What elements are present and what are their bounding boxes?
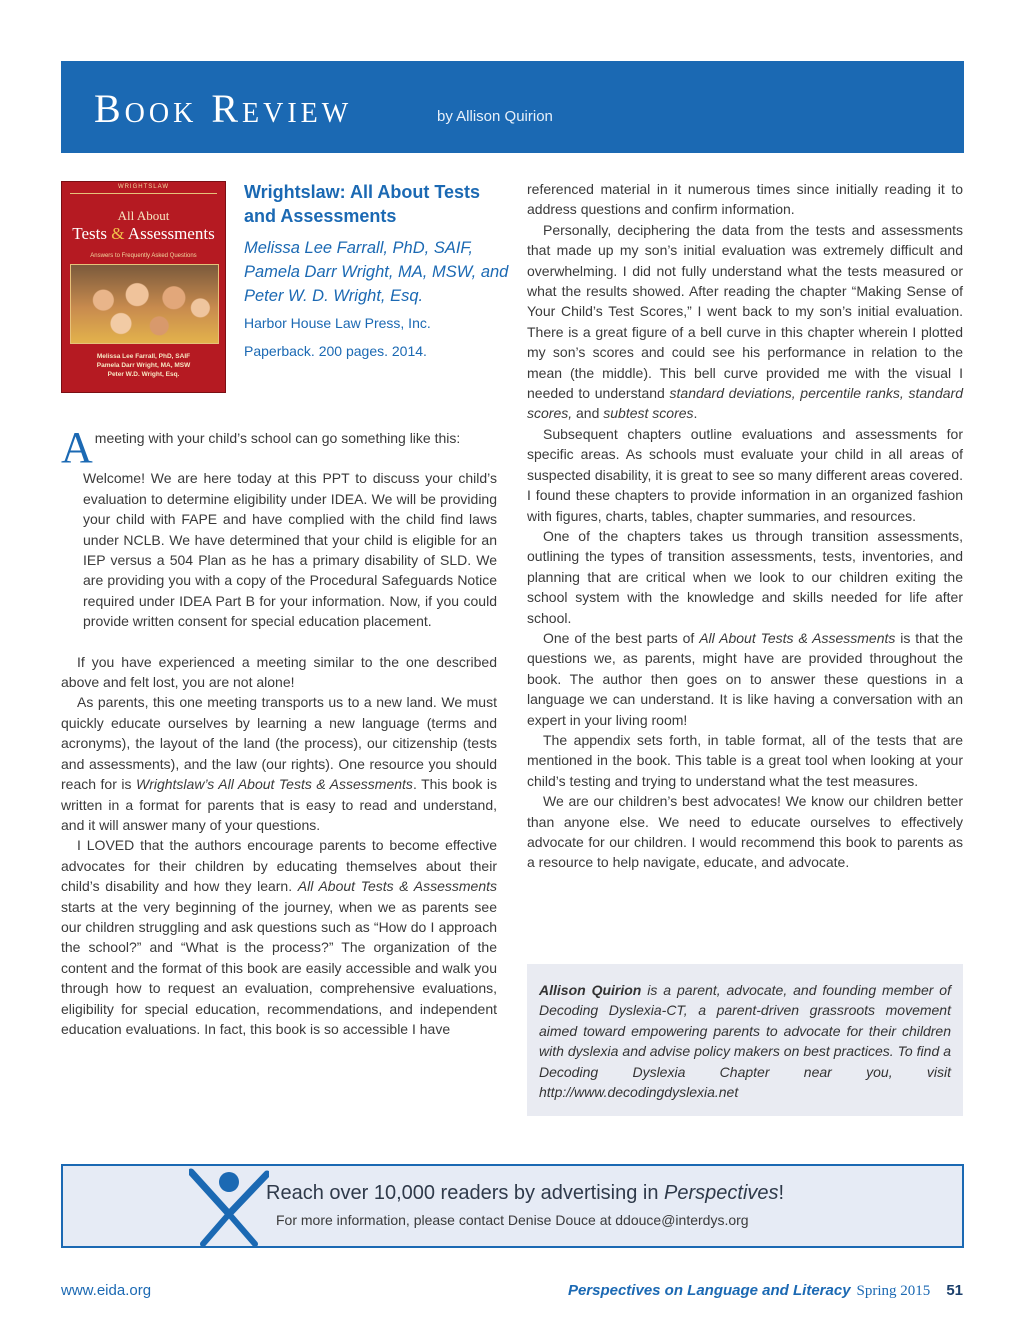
article-paragraph: Subsequent chapters outline evaluations and assessments for specific areas. As schools must evaluate your child in all areas of suspected disability, it is great to see so many different areas covered. I found these chapters to provide information in an organized fashion with figures, charts, tables, chapter summaries, and resources.	[527, 425, 963, 524]
article-paragraph: If you have experienced a meeting similar to the one described above and felt lost, you are not alone!	[61, 653, 497, 691]
cover-author: Peter W.D. Wright, Esq.	[107, 371, 180, 378]
ad-headline	[266, 1182, 784, 1205]
paragraph-text: and	[572, 405, 604, 422]
article-paragraph	[61, 835, 497, 1039]
ad-contact: For more information, please contact Denise Douce at ddouce@interdys.org	[276, 1212, 749, 1228]
header-banner	[61, 61, 964, 153]
paragraph-text: . This book is written in a format for parents that is easy to read and understand, and it will answer many of your questions.	[61, 776, 498, 833]
advertising-box	[61, 1164, 964, 1248]
cover-title-line2	[62, 224, 225, 244]
emphasis-text: standard deviations, percentile ranks, standard scores,	[527, 385, 963, 422]
cover-series: WRIGHTSLAW	[117, 184, 170, 190]
article-paragraph: We are our children’s best advocates! We know our children better than anyone else. We need to educate ourselves to effectively advocate for our children. I would recommend this book to parents as a resource to help navigate, educate, and advocate.	[527, 793, 963, 871]
article-column-left	[61, 423, 498, 1039]
cover-title-amp: &	[111, 224, 125, 243]
cover-title-assessments: Assessments	[127, 224, 215, 243]
author-bio	[539, 980, 951, 1102]
article-paragraph	[61, 692, 497, 835]
book-title-inline: All About Tests & Assessments	[297, 878, 497, 895]
paragraph-text: starts at the very beginning of the journey, when we as parents see our children struggling and ask questions such as “How do I approach the school?” and “What is the process?” The organization of the content and the format of this book are easily accessible and walk you through how to request an evaluation, comprehensive evaluations, eligibility for special education, recommendations, and independent education evaluations. In fact, this book is so accessible I have	[61, 898, 497, 1037]
footer-publication: Perspectives on Language and Literacy	[567, 1282, 851, 1299]
book-title-inline: All About Tests & Assessments	[699, 629, 896, 646]
emphasis-text: subtest scores	[603, 405, 694, 422]
article-column-right	[527, 179, 963, 873]
cover-author: Melissa Lee Farrall, PhD, SAIF	[96, 353, 191, 360]
book-title: Wrightslaw: All About Tests and Assessments	[244, 182, 481, 226]
cover-authors	[62, 352, 225, 379]
cover-photo	[70, 264, 219, 344]
paragraph-text: Personally, deciphering the data from the tests and assessments that made up my son’s initial evaluation was extremely difficult and overwhelming. I did not fully understand what the tests measured or what the results showed. After reading the chapter “Making Sense of Your Child’s Test Scores,” I went back to my son’s initial evaluation. There is a great figure of a bell curve in this chapter wherein I plotted my son’s scores and could see his performance in relation to the mean (the middle). This bell curve provided me with the visual I needed to understand	[527, 221, 963, 402]
section-title: Book Review	[94, 86, 353, 131]
ad-headline-text: !	[778, 1182, 785, 1204]
book-authors: Melissa Lee Farrall, PhD, SAIF, Pamela Darr Wright, MA, MSW, and Peter W. D. Wright, Esq.	[244, 239, 509, 305]
author-name: Allison Quirion	[539, 982, 642, 998]
book-publisher: Harbor House Law Press, Inc.	[244, 315, 431, 331]
book-cover	[61, 181, 226, 393]
quote-text: Welcome! We are here today at this PPT to discuss your child’s evaluation to determine eligibility under IDEA. We will be providing your child with FAPE and have complied with the child find laws under NCLB. We have determined that your child is eligible for an IEP versus a 504 Plan as he has a primary disability of SLD. We are providing you with a copy of the Procedural Safeguards Notice required under IDEA Part B for your information. Now, if you could provide written consent for special education placement.	[83, 470, 497, 630]
ad-headline-text: Reach over 10,000 readers by advertising in	[266, 1182, 665, 1204]
paragraph-text: .	[693, 405, 698, 422]
author-bio-text: is a parent, advocate, and founding member of Decoding Dyslexia-CT, a parent-driven grassroots movement aimed toward empowering parents to advocate for their children with dyslexia and advise policy makers on best practices. To find a Decoding Dyslexia Chapter near you, visit http://www.decodingdyslexia.net	[539, 982, 951, 1101]
footer-url[interactable]: www.eida.org	[61, 1282, 152, 1299]
ida-person-logo-icon	[189, 1168, 269, 1246]
cover-title-tests: Tests	[72, 224, 107, 243]
ad-publication-name: Perspectives	[664, 1182, 779, 1204]
article-paragraph: One of the chapters takes us through transition assessments, outlining the types of transition assessments, tests, inventories, and planning that are critical when we look to our children exiting the school system with the knowledge and skills needed for life after school.	[527, 527, 963, 626]
paragraph-text: I LOVED that the authors encourage parents to become effective advocates for their children by educating themselves about their child’s disability and how they learn.	[61, 837, 497, 895]
article-intro	[61, 423, 497, 472]
meeting-quote	[83, 468, 497, 631]
cover-author: Pamela Darr Wright, MA, MSW	[96, 362, 191, 369]
author-bio-box	[527, 964, 963, 1116]
article-paragraph-continued: referenced material in it numerous times since initially reading it to address questions and confirm information.	[527, 181, 963, 218]
paragraph-text: As parents, this one meeting transports us to a new land. We must quickly educate ourselves by learning a new language (terms and acronyms), the layout of the land (the process), our citizenship (tests and assessments), and the law (our rights). One resource you should reach for is	[61, 694, 497, 793]
paragraph-text: One of the best parts of	[543, 629, 700, 646]
intro-text: meeting with your child’s school can go something like this:	[94, 430, 461, 446]
drop-cap: A	[61, 423, 93, 472]
byline: by Allison Quirion	[437, 108, 553, 125]
book-format: Paperback. 200 pages. 2014.	[244, 343, 427, 359]
paragraph-text: is that the questions we, as parents, might have are provided throughout the book. The author then goes on to answer these questions in a language we can understand. It is like having a conversation with an expert in your living room!	[527, 629, 963, 728]
footer-season: Spring 2015	[856, 1283, 931, 1299]
article-paragraph	[527, 628, 963, 730]
cover-subtitle: Answers to Frequently Asked Questions	[90, 253, 197, 259]
page-number: 51	[946, 1282, 963, 1299]
article-paragraph	[527, 220, 963, 424]
article-paragraph: The appendix sets forth, in table format, all of the tests that are mentioned in the book. This table is a great tool when looking at your child’s testing and trying to understand what the test measures.	[527, 731, 963, 789]
book-title-inline: Wrightslaw’s All About Tests & Assessments	[135, 776, 413, 793]
cover-rule	[70, 193, 217, 194]
footer-publication-info	[568, 1282, 963, 1300]
cover-title-line1: All About	[117, 208, 170, 223]
